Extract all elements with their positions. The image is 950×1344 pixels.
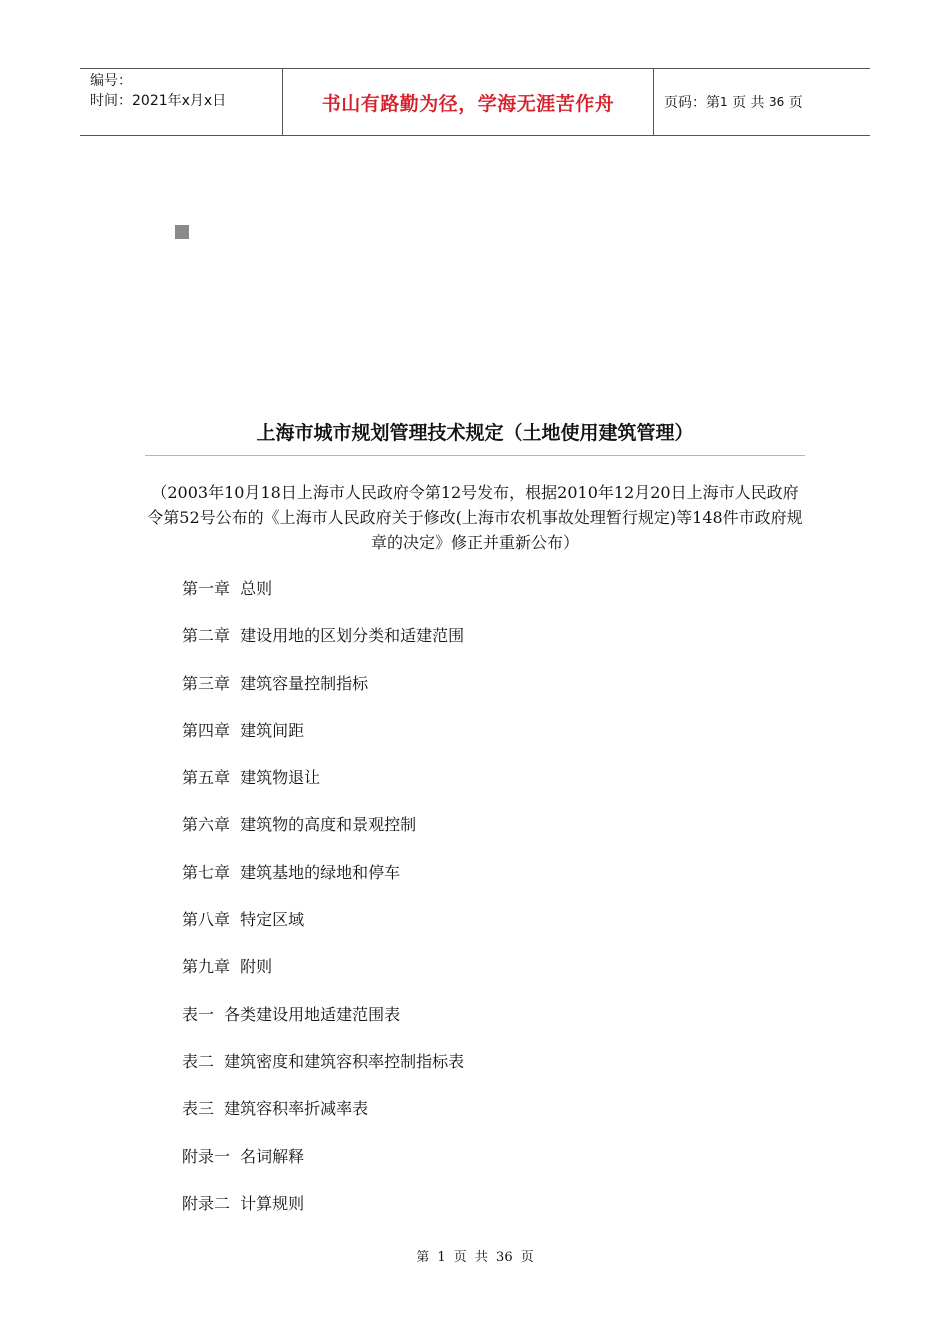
header-number-label: 编号： [90,73,132,89]
toc-item: 第五章 建筑物退让 [182,768,321,788]
toc-item: 第八章 特定区域 [182,910,305,930]
header-page-suffix: 页 [788,95,803,111]
square-bullet-icon [175,225,189,239]
table-of-contents [182,575,464,1237]
document-preamble: （2003年10月18日上海市人民政府令第12号发布，根据2010年12月20日上海市人民政府令第52号公布的《上海市人民政府关于修改(上海市农机事故处理暂行规定)等148件市政府规章的决定》修正并重新公布） [147,483,803,552]
page-header [80,68,870,136]
toc-item: 第三章 建筑容量控制指标 [182,673,369,693]
toc-item: 附录一 名词解释 [182,1146,305,1166]
title-divider [145,455,805,456]
toc-item: 第一章 总则 [182,579,273,598]
toc-item: 第二章 建设用地的区划分类和适建范围 [182,626,465,646]
header-page-mid: 页 共 [732,95,765,111]
header-page-total: 36 [769,95,785,109]
toc-item: 第四章 建筑间距 [182,720,305,740]
header-page-cell [654,69,870,135]
header-date-label: 时间：2021年x月x日 [90,93,227,109]
toc-item: 表二 建筑密度和建筑容积率控制指标表 [182,1051,465,1071]
header-motto-cell [283,69,654,135]
document-title: 上海市城市规划管理技术规定（土地使用建筑管理） [256,422,694,444]
header-page-current: 1 [720,95,728,109]
toc-item: 第六章 建筑物的高度和景观控制 [182,815,417,835]
header-meta-cell [80,69,283,135]
toc-item: 第七章 建筑基地的绿地和停车 [182,862,401,882]
toc-item: 第九章 附则 [182,957,273,977]
header-motto: 书山有路勤为径，学海无涯苦作舟 [321,92,615,115]
toc-item: 表一 各类建设用地适建范围表 [182,1004,401,1024]
toc-item: 附录二 计算规则 [182,1193,305,1213]
header-page-prefix: 页码：第 [664,95,720,111]
toc-item: 表三 建筑容积率折减率表 [182,1099,369,1119]
page-footer: 第 1 页 共 36 页 [416,1250,534,1265]
